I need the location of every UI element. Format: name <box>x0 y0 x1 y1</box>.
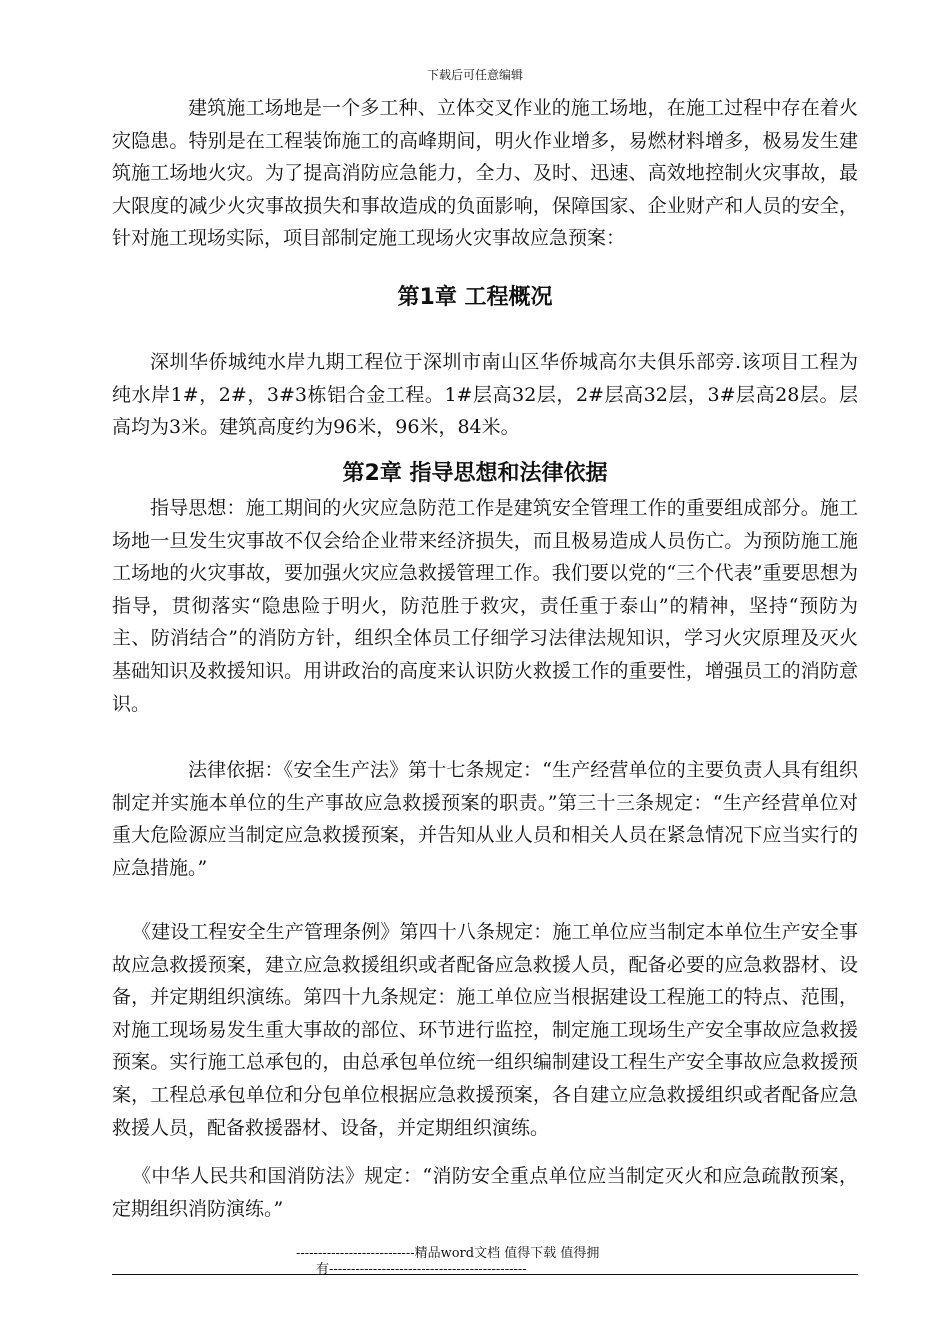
chapter-1-title: 第1章 工程概况 <box>397 285 553 310</box>
legal-basis-paragraph: 法律依据：《安全生产法》第十七条规定：“生产经营单位的主要负责人具有组织制定并实施本单位的生产事故应急救援预案的职责。”第三十三条规定：“生产经营单位对重大危险源应当制定应急救援预案，并告知从业人员和相关人员在紧急情况下应当实行的应急措施。” <box>112 759 858 879</box>
footer-line-2: 有--------------------------------------------- <box>316 1262 527 1277</box>
chapter-1-body: 深圳华侨城纯水岸九期工程位于深圳市南山区华侨城高尔夫俱乐部旁.该项目工程为纯水岸1#，2#，3#3栋铝合金工程。1#层高32层，2#层高32层，3#层高28层。层高均为3米。建筑高度约为96米，96米，84米。 <box>112 351 858 439</box>
guiding-thought-paragraph: 指导思想：施工期间的火灾应急防范工作是建筑安全管理工作的重要组成部分。施工场地一旦发生灾事故不仅会给企业带来经济损失，而且极易造成人员伤亡。为预防施工施工场地的火灾事故，要加强火灾应急救援管理工作。我们要以党的“三个代表”重要思想为指导，贯彻落实“隐患险于明火，防范胜于救灾，责任重于泰山”的精神，坚持“预防为主、防消结合”的消防方针，组织全体员工仔细学习法律法规知识，学习火灾原理及灭火基础知识及救援知识。用讲政治的高度来认识防火救援工作的重要性，增强员工的消防意识。 <box>112 497 858 715</box>
fire-law-paragraph: 《中华人民共和国消防法》规定：“消防安全重点单位应当制定灭火和应急疏散预案，定期组织消防演练。” <box>112 1165 858 1220</box>
intro-paragraph: 建筑施工场地是一个多工种、立体交叉作业的施工场地，在施工过程中存在着火灾隐患。特别是在工程装饰施工的高峰期间，明火作业增多，易燃材料增多，极易发生建筑施工场地火灾。为了提高消防应急能力，全力、及时、迅速、高效地控制火灾事故，最大限度的减少火灾事故损失和事故造成的负面影响，保障国家、企业财产和人员的安全，针对施工现场实际，项目部制定施工现场火灾事故应急预案： <box>112 97 858 250</box>
regulation-paragraph: 《建设工程安全生产管理条例》第四十八条规定：施工单位应当制定本单位生产安全事故应急救援预案，建立应急救援组织或者配备应急救援人员，配备必要的应急救器材、设备，并定期组织演练。第四十九条规定：施工单位应当根据建设工程施工的特点、范围，对施工现场易发生重大事故的部位、环节进行监控，制定施工现场生产安全事故应急救援预案。实行施工总承包的，由总承包单位统一组织编制建设工程生产安全事故应急救援预案，工程总承包单位和分包单位根据应急救援预案，各自建立应急救援组织或者配备应急救援人员，配备救援器材、设备，并定期组织演练。 <box>112 921 858 1139</box>
footer-line-1: ---------------------------精品word文档 值得下载 值得拥 <box>296 1246 600 1261</box>
footer-rule <box>112 1274 858 1275</box>
page-header: 下载后可任意编辑 <box>426 68 523 82</box>
chapter-2-title: 第2章 指导思想和法律依据 <box>342 461 608 486</box>
